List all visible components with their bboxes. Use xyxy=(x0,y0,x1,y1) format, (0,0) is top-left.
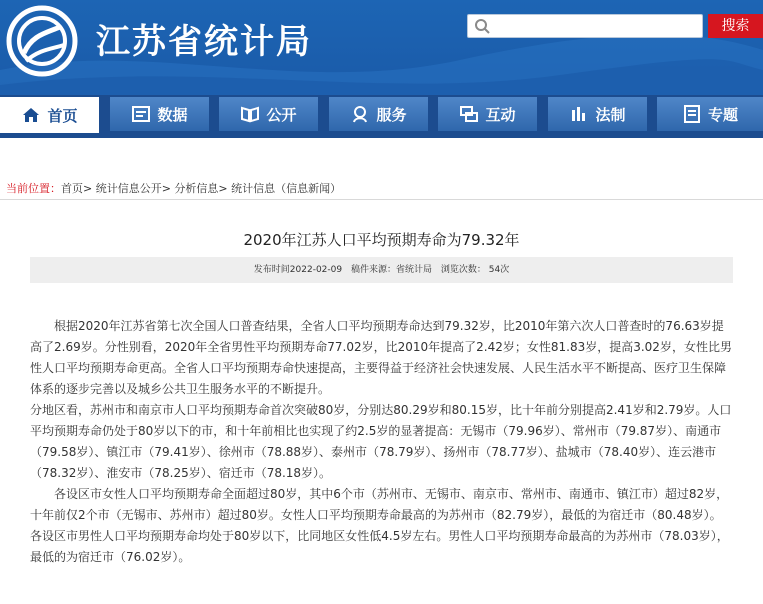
article-title: 2020年江苏人口平均预期寿命为79.32年 xyxy=(243,231,520,249)
nav-item-data[interactable] xyxy=(110,97,209,131)
interact-icon xyxy=(459,104,479,124)
site-logo-icon[interactable] xyxy=(6,5,78,77)
home-icon xyxy=(21,105,41,125)
breadcrumb xyxy=(6,180,341,196)
nav-label: 服务 xyxy=(376,105,407,124)
nav-label: 公开 xyxy=(266,105,297,124)
article-paragraph: 根据2020年江苏省第七次全国人口普查结果，全省人口平均预期寿命达到79.32岁，比2010年第六次人口普查时的76.63岁提高了2.69岁。分性别看，2020年全省男性平均预期寿命77.02岁，比2010年提高了2.42岁；女性81.83岁，提高3.02岁，女性比男性人口平均预期寿命更高。全省人口平均预期寿命快速提高，主要得益于经济社会快速发展、人民生活水平不断提高、医疗卫生保障体系的逐步完善以及城乡公共卫生服务水平的不断提升。 xyxy=(30,319,732,396)
nav-label: 专题 xyxy=(707,105,738,124)
publish-date: 发布时间2022-02-09 xyxy=(253,265,343,275)
article-body xyxy=(30,316,733,568)
article-paragraph: 分地区看，苏州市和南京市人口平均预期寿命首次突破80岁，分别达80.29岁和80.15岁，比十年前分别提高2.41岁和2.79岁。人口平均预期寿命仍处于80岁以下的市，和十年前相比也实现了约2.5岁的显著提高：无锡市（79.96岁）、常州市（79.87岁）、南通市（79.58岁）、镇江市（79.41岁）、徐州市（78.88岁）、泰州市（78.79岁）、扬州市（78.77岁）、盐城市（78.40岁）、连云港市（78.32岁）、淮安市（78.25岁）、宿迁市（78.18岁）。 xyxy=(30,403,732,480)
view-count: 浏览次数： 54次 xyxy=(440,265,510,275)
topic-icon xyxy=(682,104,702,124)
article-paragraph: 各设区市女性人口平均预期寿命全面超过80岁，其中6个市（苏州市、无锡市、南京市、常州市、南通市、镇江市）超过82岁，十年前仅2个市（无锡市、苏州市）超过80岁。女性人口平均预期寿命最高的为苏州市（82.79岁），最低的为宿迁市（80.48岁）。各设区市男性人口平均预期寿命均处于80岁以下，比同地区女性低4.5岁左右。男性人口平均预期寿命最高的为苏州市（78.03岁），最低的为宿迁市（76.02岁）。 xyxy=(30,487,729,564)
nav-item-topic[interactable] xyxy=(657,97,763,131)
site-title[interactable]: 江苏省统计局 xyxy=(96,22,312,62)
nav-item-interact[interactable] xyxy=(438,97,537,131)
nav-label: 数据 xyxy=(157,105,188,124)
law-icon xyxy=(569,104,589,124)
open-icon xyxy=(240,104,260,124)
search-input[interactable] xyxy=(496,17,696,35)
breadcrumb-path[interactable]: 首页> 统计信息公开> 分析信息> 统计信息（信息新闻） xyxy=(61,182,342,195)
search-button[interactable]: 搜索 xyxy=(708,14,763,38)
nav-label: 互动 xyxy=(485,105,516,124)
nav-item-service[interactable] xyxy=(329,97,428,131)
nav-item-home[interactable] xyxy=(0,97,99,133)
service-icon xyxy=(350,104,370,124)
search-icon xyxy=(474,18,491,35)
breadcrumb-divider xyxy=(0,199,763,200)
breadcrumb-label: 当前位置： xyxy=(6,182,61,195)
article-source: 稿件来源：省统计局 xyxy=(350,265,432,275)
nav-label: 法制 xyxy=(595,105,626,124)
nav-item-open[interactable] xyxy=(219,97,318,131)
article-meta-bar xyxy=(30,257,733,283)
nav-item-law[interactable] xyxy=(548,97,647,131)
nav-label: 首页 xyxy=(47,106,78,125)
search-box[interactable] xyxy=(467,14,703,38)
data-icon xyxy=(131,104,151,124)
